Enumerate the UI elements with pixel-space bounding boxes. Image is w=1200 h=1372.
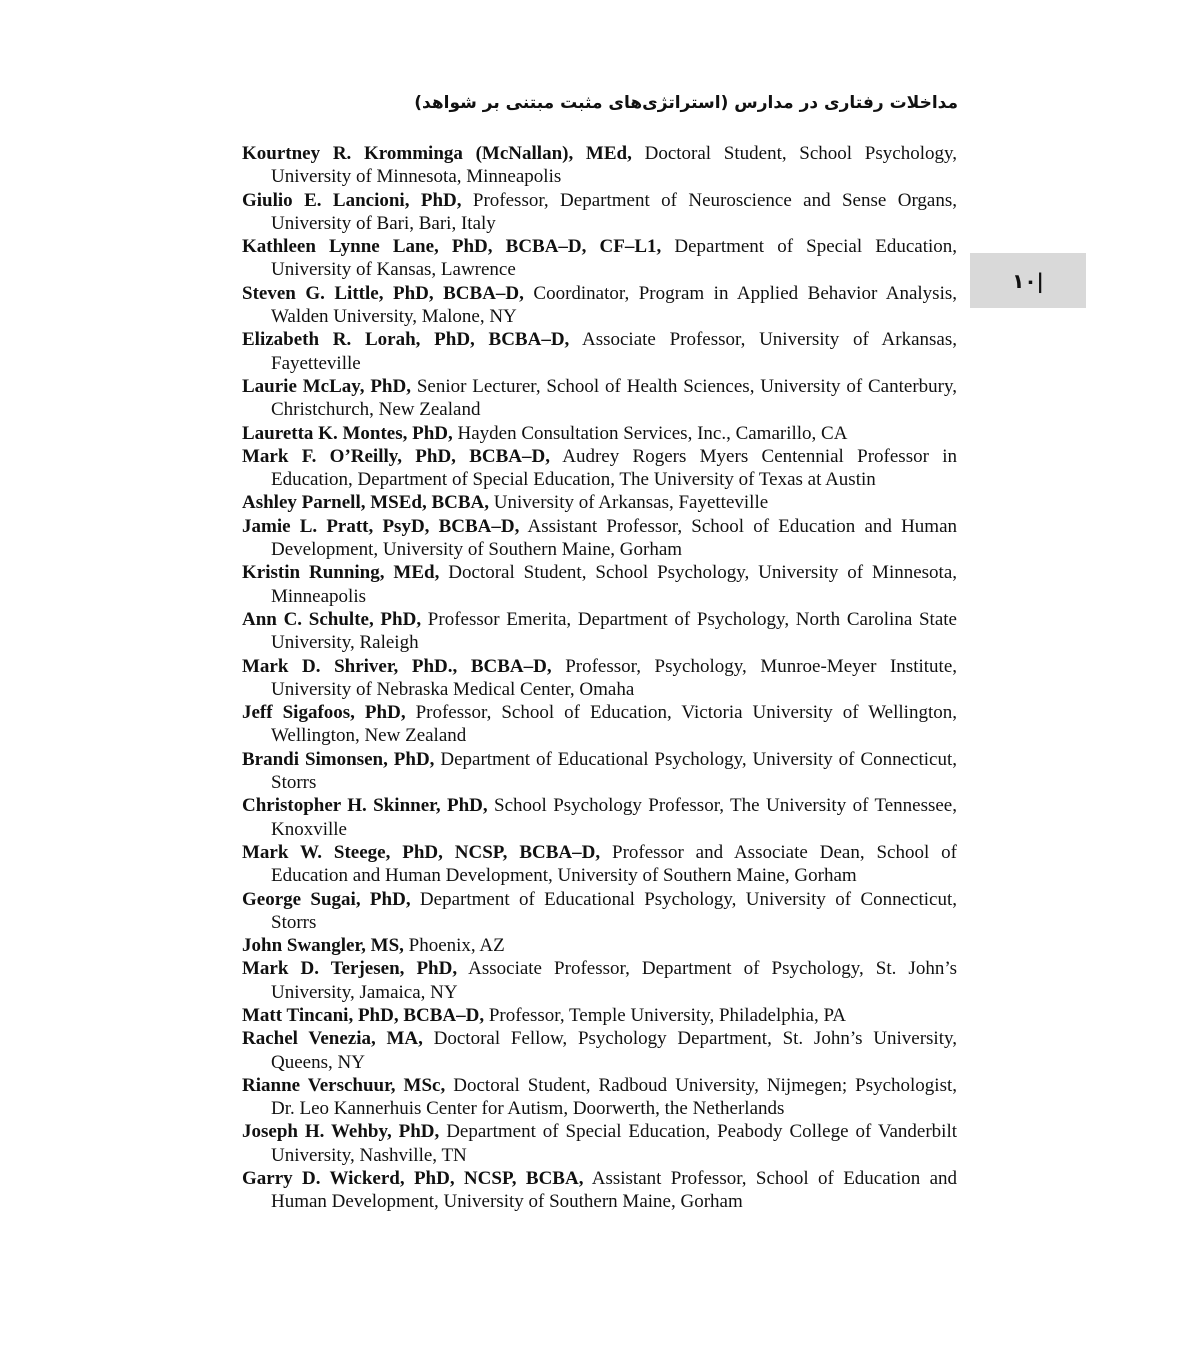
- contributor-name: Jeff Sigafoos, PhD,: [242, 702, 406, 724]
- contributor-affiliation: Senior Lecturer, School of Health Sciences, University of Canterbury, Christchurch, New Zealand: [271, 375, 957, 421]
- contributor-entry: [242, 561, 957, 608]
- contributor-entry: [242, 748, 957, 795]
- contributor-entry: [242, 189, 957, 236]
- contributor-entry: [242, 1004, 957, 1027]
- contributor-affiliation: Professor, Psychology, Munroe-Meyer Institute, University of Nebraska Medical Center, Omaha: [271, 655, 957, 700]
- page-number: ۱۰|: [1012, 268, 1044, 293]
- contributor-entry: [242, 142, 957, 189]
- contributor-name: Jamie L. Pratt, PsyD, BCBA–D,: [242, 515, 520, 537]
- contributor-entry: [242, 957, 957, 1004]
- contributor-affiliation: Coordinator, Program in Applied Behavior Analysis, Walden University, Malone, NY: [271, 282, 958, 328]
- contributor-name: Ashley Parnell, MSEd, BCBA,: [242, 492, 490, 514]
- page-number-tab: [970, 253, 1086, 308]
- contributor-name: Elizabeth R. Lorah, PhD, BCBA–D,: [242, 329, 570, 351]
- contributor-affiliation: Doctoral Student, School Psychology, University of Minnesota, Minneapolis: [271, 143, 957, 188]
- contributor-affiliation: Associate Professor, University of Arkansas, Fayetteville: [271, 329, 957, 374]
- contributor-name: Mark W. Steege, PhD, NCSP, BCBA–D,: [242, 841, 601, 863]
- contributor-name: Garry D. Wickerd, PhD, NCSP, BCBA,: [242, 1168, 584, 1190]
- contributor-name: Ann C. Schulte, PhD,: [242, 608, 422, 630]
- contributor-list: [242, 142, 957, 1214]
- contributor-affiliation: Professor and Associate Dean, School of Education and Human Development, University of Southern Maine, Gorham: [271, 841, 957, 887]
- contributor-entry: [242, 701, 957, 748]
- contributor-name: Kathleen Lynne Lane, PhD, BCBA–D, CF–L1,: [242, 236, 662, 258]
- contributor-affiliation: Assistant Professor, School of Education and Human Development, University of Southern Maine, Gorham: [271, 1168, 958, 1213]
- contributor-affiliation: School Psychology Professor, The University of Tennessee, Knoxville: [271, 795, 957, 840]
- contributor-entry: [242, 888, 957, 935]
- contributor-entry: [242, 841, 957, 888]
- contributor-name: Mark D. Terjesen, PhD,: [242, 958, 458, 980]
- contributor-name: Rianne Verschuur, MSc,: [242, 1074, 446, 1096]
- contributor-entry: [242, 794, 957, 841]
- contributor-name: George Sugai, PhD,: [242, 888, 411, 910]
- contributor-name: Lauretta K. Montes, PhD,: [242, 422, 453, 444]
- contributor-entry: [242, 608, 957, 655]
- contributor-affiliation: Associate Professor, Department of Psychology, St. John’s University, Jamaica, NY: [271, 958, 957, 1003]
- contributor-name: John Swangler, MS,: [242, 935, 404, 957]
- contributor-entry: [242, 375, 957, 422]
- contributor-affiliation: University of Arkansas, Fayetteville: [489, 492, 769, 514]
- contributor-affiliation: Professor, Temple University, Philadelphia, PA: [484, 1004, 846, 1026]
- contributor-affiliation: Doctoral Student, Radboud University, Nijmegen; Psychologist, Dr. Leo Kannerhuis Center for Autism, Doorwerth, the Netherlands: [271, 1074, 957, 1120]
- contributor-name: Rachel Venezia, MA,: [242, 1028, 423, 1050]
- contributor-entry: [242, 491, 957, 514]
- contributor-entry: [242, 934, 957, 957]
- contributor-entry: [242, 328, 957, 375]
- contributor-affiliation: Hayden Consultation Services, Inc., Camarillo, CA: [452, 422, 848, 444]
- contributor-affiliation: Professor Emerita, Department of Psychology, North Carolina State University, Raleigh: [271, 608, 957, 654]
- contributor-affiliation: Department of Educational Psychology, University of Connecticut, Storrs: [271, 748, 957, 794]
- contributor-entry: [242, 1120, 957, 1167]
- contributor-entry: [242, 445, 957, 492]
- contributor-entry: [242, 1167, 957, 1214]
- contributor-name: Kourtney R. Kromminga (McNallan), MEd,: [242, 143, 632, 164]
- contributor-affiliation: Department of Educational Psychology, University of Connecticut, Storrs: [271, 888, 957, 933]
- contributor-name: Laurie McLay, PhD,: [242, 375, 411, 397]
- contributor-entry: [242, 655, 957, 702]
- contributor-entry: [242, 1074, 957, 1121]
- contributor-affiliation: Professor, School of Education, Victoria University of Wellington, Wellington, New Zealand: [271, 702, 957, 747]
- contributor-entry: [242, 235, 957, 282]
- contributor-name: Kristin Running, MEd,: [242, 562, 440, 584]
- contributor-affiliation: Department of Special Education, Peabody College of Vanderbilt University, Nashville, TN: [271, 1121, 958, 1166]
- contributor-name: Mark D. Shriver, PhD., BCBA–D,: [242, 655, 552, 677]
- contributor-entry: [242, 515, 957, 562]
- contributor-affiliation: Department of Special Education, University of Kansas, Lawrence: [271, 236, 957, 281]
- contributor-name: Giulio E. Lancioni, PhD,: [242, 189, 462, 211]
- contributor-affiliation: Professor, Department of Neuroscience and Sense Organs, University of Bari, Bari, Italy: [271, 189, 957, 234]
- contributor-affiliation: Assistant Professor, School of Education and Human Development, University of Southern Maine, Gorham: [271, 515, 957, 561]
- contributor-name: Joseph H. Wehby, PhD,: [242, 1121, 440, 1143]
- contributor-name: Brandi Simonsen, PhD,: [242, 748, 435, 770]
- contributor-affiliation: Audrey Rogers Myers Centennial Professor in Education, Department of Special Education, The University of Texas at Austin: [271, 445, 957, 491]
- contributor-name: Christopher H. Skinner, PhD,: [242, 795, 488, 817]
- contributor-entry: [242, 422, 957, 445]
- contributor-name: Steven G. Little, PhD, BCBA–D,: [242, 282, 524, 304]
- contributor-name: Mark F. O’Reilly, PhD, BCBA–D,: [242, 445, 550, 467]
- running-header: مداخلات رفتاری در مدارس (استراتژی‌های مثبت مبتنی بر شواهد): [414, 93, 958, 113]
- contributor-affiliation: Doctoral Fellow, Psychology Department, St. John’s University, Queens, NY: [271, 1028, 957, 1073]
- contributor-affiliation: Phoenix, AZ: [403, 935, 505, 957]
- contributor-entry: [242, 1027, 957, 1074]
- contributor-entry: [242, 282, 957, 329]
- contributor-affiliation: Doctoral Student, School Psychology, University of Minnesota, Minneapolis: [271, 562, 958, 607]
- contributor-name: Matt Tincani, PhD, BCBA–D,: [242, 1004, 485, 1026]
